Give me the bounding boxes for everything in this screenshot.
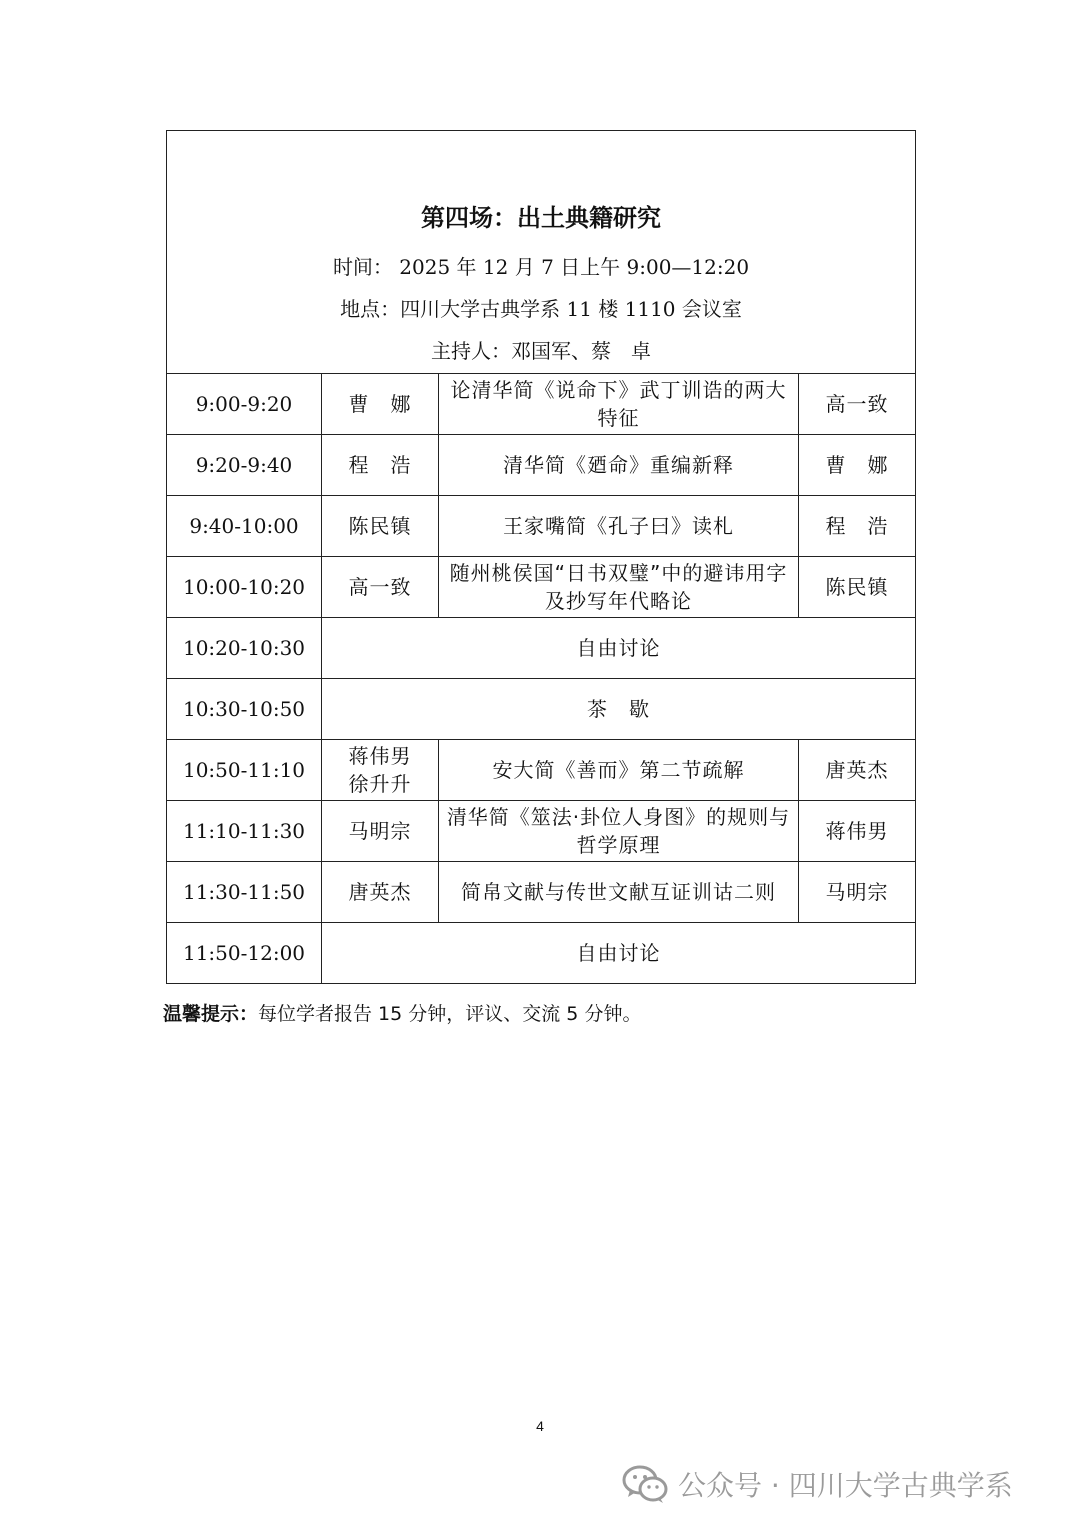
speaker-cell: 陈民镇 [322,496,439,557]
watermark [622,1462,1013,1506]
table-row [167,496,916,557]
table-row [167,679,916,740]
time-cell: 9:40-10:00 [167,496,322,557]
commentator-cell: 蒋伟男 [799,801,916,862]
topic-cell: 王家嘴简《孔子曰》读札 [439,496,799,557]
topic-cell: 清华简《筮法·卦位人身图》的规则与哲学原理 [439,801,799,862]
table-row [167,801,916,862]
time-cell: 11:30-11:50 [167,862,322,923]
watermark-text: 公众号 · 四川大学古典学系 [678,1469,1013,1502]
topic-cell: 论清华简《说命下》武丁训诰的两大特征 [439,374,799,435]
page-number: 4 [536,1418,544,1434]
speaker-cell: 马明宗 [322,801,439,862]
commentator-cell: 陈民镇 [799,557,916,618]
time-cell: 11:10-11:30 [167,801,322,862]
table-row [167,435,916,496]
table-row [167,557,916,618]
commentator-cell: 高一致 [799,374,916,435]
speaker-cell: 蒋伟男 徐升升 [322,740,439,801]
topic-cell: 清华简《廼命》重编新释 [439,435,799,496]
break-cell: 自由讨论 [322,618,916,679]
commentator-cell: 唐英杰 [799,740,916,801]
session-title: 第四场：出土典籍研究 [421,204,661,232]
speaker-cell: 唐英杰 [322,862,439,923]
break-cell: 茶 歇 [322,679,916,740]
schedule-table [166,130,916,984]
table-row [167,374,916,435]
tip-label: 温馨提示： [163,1003,259,1025]
time-cell: 10:50-11:10 [167,740,322,801]
time-cell: 9:20-9:40 [167,435,322,496]
table-row [167,862,916,923]
table-row [167,923,916,984]
session-header [167,131,916,374]
time-cell: 10:20-10:30 [167,618,322,679]
topic-cell: 简帛文献与传世文献互证训诂二则 [439,862,799,923]
session-host: 主持人：邓国军、蔡 卓 [431,339,651,363]
table-row [167,740,916,801]
time-cell: 9:00-9:20 [167,374,322,435]
speaker-cell: 程 浩 [322,435,439,496]
topic-cell: 随州桃侯国“日书双璧”中的避讳用字及抄写年代略论 [439,557,799,618]
commentator-cell: 程 浩 [799,496,916,557]
topic-cell: 安大简《善而》第二节疏解 [439,740,799,801]
commentator-cell: 曹 娜 [799,435,916,496]
tip-text: 每位学者报告 15 分钟，评议、交流 5 分钟。 [258,1003,642,1025]
speaker-cell: 高一致 [322,557,439,618]
time-cell: 10:00-10:20 [167,557,322,618]
commentator-cell: 马明宗 [799,862,916,923]
speaker-cell: 曹 娜 [322,374,439,435]
time-cell: 11:50-12:00 [167,923,322,984]
break-cell: 自由讨论 [322,923,916,984]
session-location: 地点：四川大学古典学系 11 楼 1110 会议室 [340,297,742,321]
time-cell: 10:30-10:50 [167,679,322,740]
wechat-icon [622,1464,668,1504]
tip-note [163,1000,641,1028]
session-time: 时间： 2025 年 12 月 7 日上午 9:00—12:20 [332,255,750,279]
table-row [167,618,916,679]
